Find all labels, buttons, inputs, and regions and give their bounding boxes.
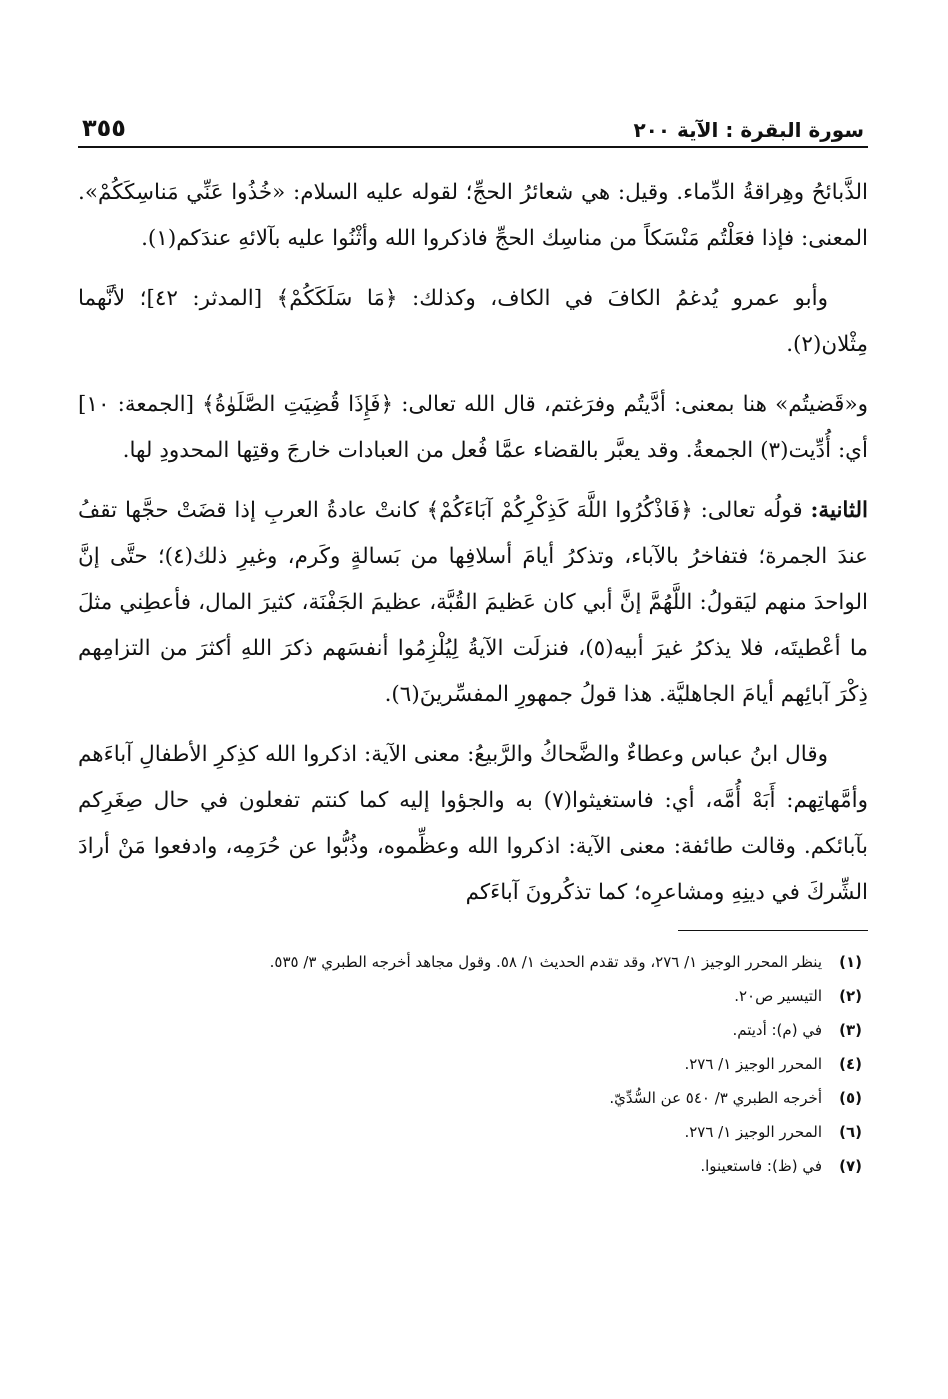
footnote-text: في (م): أديتم. <box>732 1021 822 1039</box>
paragraph <box>78 382 868 474</box>
footnote-number: (١) <box>839 953 862 971</box>
footnote <box>78 1115 862 1149</box>
paragraph <box>78 732 868 916</box>
paragraph-text: قولُه تعالى: ﴿فَاذْكُرُوا اللَّهَ كَذِكْرِكُمْ آبَاءَكُمْ﴾ كانتْ عادةُ العربِ إذا قضَتْ حجَّها تقفُ عندَ الجمرة؛ فتفاخرُ بالآباء، وتذكرُ أيامَ أسلافِها من بَسالةٍ وكَرم، وغيرِ ذلك(٤)؛ حتَّى إنَّ الواحدَ منهم ليَقولُ: اللَّهُمَّ إنَّ أبي كان عَظيمَ القُبَّة، عظيمَ الجَفْنَة، كثيرَ المال، فأعطِني مثلَ ما أعْطيتَه، فلا يذكرُ غيرَ أبيه(٥)، فنزلَت الآيةُ لِيُلْزِمُوا أنفسَهم ذكرَ اللهِ أكثرَ من التزامِهم ذِكْرَ آبائِهم أيامَ الجاهليَّة. هذا قولُ جمهورِ المفسِّرينَ(٦). <box>78 498 868 707</box>
footnote-text: في (ظ): فاستعينوا. <box>700 1157 822 1175</box>
footnote <box>78 1047 862 1081</box>
section-lead: الثانية: <box>810 498 868 523</box>
paragraph-text: وقال ابنُ عباس وعطاءٌ والضَّحاكُ والرَّبيعُ: معنى الآية: اذكروا الله كذِكرِ الأطفالِ آباءَهم وأمَّهاتِهم: أَبَهْ أُمَّه، أي: فاستغيثوا(٧) به والجؤوا إليه كما كنتم تفعلون في حال صِغَرِكم بآبائكم. وقالت طائفة: معنى الآية: اذكروا الله وعظِّموه، وذُبُّوا عن حُرَمِه، وادفعوا مَنْ أرادَ الشِّركَ في دينِهِ ومشاعرِه؛ كما تذكُرونَ آباءَكم <box>78 742 869 905</box>
paragraph-text: وأبو عمرو يُدغمُ الكافَ في الكاف، وكذلك: ﴿مَا سَلَكَكُمْ﴾ [المدثر: ٤٢]؛ لأنَّهما مِثْلان(٢). <box>78 286 868 357</box>
running-header <box>78 98 868 148</box>
running-title: سورة البقرة : الآية ٢٠٠ <box>633 118 864 142</box>
paragraph-text: الذَّبائحُ وهِراقةُ الدِّماء. وقيل: هي شعائرُ الحجِّ؛ لقوله عليه السلام: «خُذُوا عَنِّي مَناسِكَكُمْ». المعنى: فإذا فعَلْتُم مَنْسَكاً من مناسِك الحجِّ فاذكروا الله وأثْنُوا عليه بآلائهِ عندَكم(١). <box>78 180 868 251</box>
footnote-text: التيسير ص٢٠. <box>734 987 822 1005</box>
footnote-text: المحرر الوجيز ١/ ٢٧٦. <box>684 1055 822 1073</box>
footnote-number: (٢) <box>839 987 862 1005</box>
footnote-number: (٧) <box>839 1157 862 1175</box>
main-text <box>78 170 868 916</box>
footnote-number: (٦) <box>839 1123 862 1141</box>
footnote-text: أخرجه الطبري ٣/ ٥٤٠ عن السُّدِّيّ. <box>609 1089 822 1107</box>
footnote <box>78 979 862 1013</box>
footnote <box>78 1081 862 1115</box>
page <box>78 98 868 1183</box>
paragraph-text: و«قَضيتُم» هنا بمعنى: أدَّيتُم وفرَغتم، قال الله تعالى: ﴿فَإِذَا قُضِيَتِ الصَّلَوٰةُ﴾ [الجمعة: ١٠] أي: أُدِّيت(٣) الجمعةُ. وقد يعبَّر بالقضاء عمَّا فُعل من العبادات خارجَ وقتِها المحدودِ لها. <box>78 392 868 463</box>
paragraph <box>78 488 868 718</box>
paragraph <box>78 170 868 262</box>
footnote-text: ينظر المحرر الوجيز ١/ ٢٧٦، وقد تقدم الحديث ١/ ٥٨. وقول مجاهد أخرجه الطبري ٣/ ٥٣٥. <box>269 953 822 971</box>
footnote <box>78 1149 862 1183</box>
footnote-separator <box>678 930 868 931</box>
footnote-number: (٥) <box>839 1089 862 1107</box>
footnote-number: (٣) <box>839 1021 862 1039</box>
footnote-text: المحرر الوجيز ١/ ٢٧٦. <box>684 1123 822 1141</box>
footnote-number: (٤) <box>839 1055 862 1073</box>
paragraph <box>78 276 868 368</box>
footnote <box>78 1013 862 1047</box>
footnote <box>78 945 862 979</box>
footnotes <box>78 945 868 1183</box>
page-number: ٣٥٥ <box>82 114 126 142</box>
